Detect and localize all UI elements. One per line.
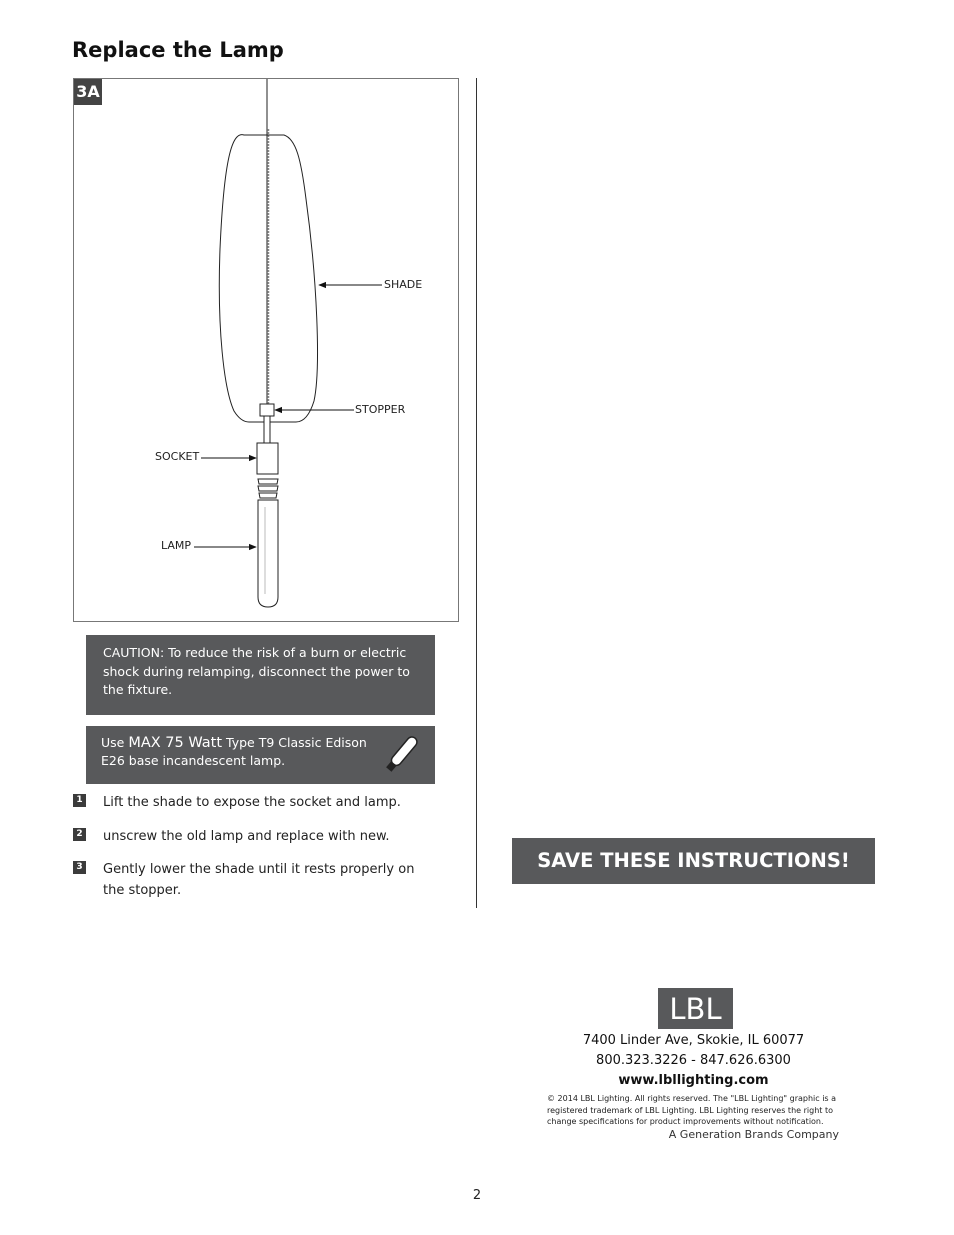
lamp-spec-suffix: Type T9 Classic Edison E26 base incandescent lamp. [101, 735, 367, 768]
caution-box [86, 635, 435, 715]
step-text: Lift the shade to expose the socket and lamp. [103, 795, 401, 810]
lamp-tube [258, 500, 278, 607]
lamp-base [258, 479, 278, 498]
company-tagline: A Generation Brands Company [668, 1128, 839, 1141]
company-website[interactable]: www.lbllighting.com [618, 1073, 769, 1088]
lamp-spec-prefix: Use [101, 735, 129, 750]
figure-3a [73, 78, 459, 622]
lamp-spec-max: MAX 75 Watt [128, 735, 223, 751]
lamp-assembly-diagram [74, 79, 460, 623]
step-text: Gently lower the shade until it rests properly on the stopper. [103, 862, 415, 898]
section-heading: Replace the Lamp [72, 38, 284, 62]
socket [257, 443, 278, 474]
page-number: 2 [472, 1188, 482, 1203]
callout-stopper: STOPPER [355, 403, 406, 416]
company-address: 7400 Linder Ave, Skokie, IL 60077 [582, 1033, 805, 1048]
step-text: unscrew the old lamp and replace with new. [103, 829, 390, 844]
stopper [260, 404, 274, 416]
callout-socket: SOCKET [155, 450, 200, 463]
column-divider [476, 78, 477, 908]
lbl-logo: LBL [658, 988, 733, 1029]
step-number: 2 [73, 828, 86, 841]
step-number: 1 [73, 794, 86, 807]
lamp-spec-text [101, 734, 381, 769]
company-phones: 800.323.3226 - 847.626.6300 [596, 1053, 791, 1068]
legal-notice: © 2014 LBL Lighting. All rights reserved. The "LBL Lighting" graphic is a registered trademark of LBL Lighting. LBL Lighting reserves the right to change specifications for product improvements without notification. [547, 1094, 837, 1126]
lamp-bulb-icon [379, 732, 423, 778]
caution-text: CAUTION: To reduce the risk of a burn or electric shock during relamping, disconnect the power to the fixture. [103, 645, 410, 697]
callout-shade: SHADE [384, 278, 423, 291]
lamp-spec-box [86, 726, 435, 784]
figure-badge: 3A [74, 79, 102, 105]
callout-lamp: LAMP [161, 539, 192, 552]
step-number: 3 [73, 861, 86, 874]
save-instructions-banner: SAVE THESE INSTRUCTIONS! [512, 838, 875, 884]
